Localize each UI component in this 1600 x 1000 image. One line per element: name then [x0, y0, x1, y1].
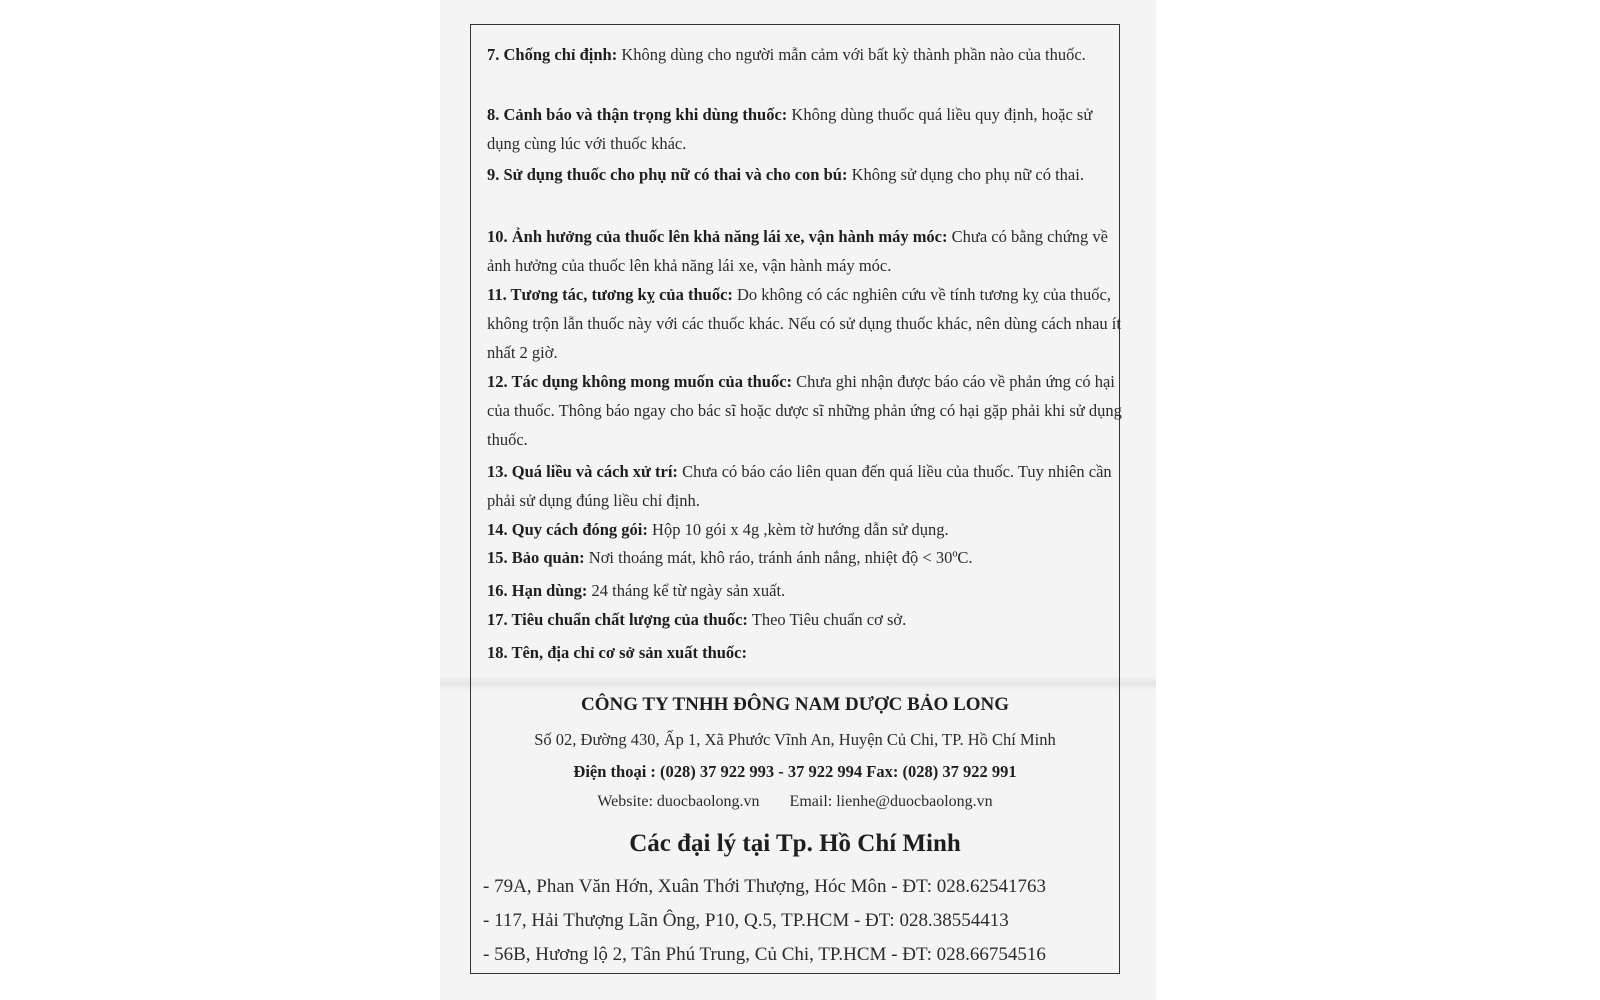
company-website: Website: duocbaolong.vn — [597, 793, 760, 810]
section-expiry: 16. Hạn dùng: 24 tháng kể từ ngày sản xuất. — [487, 581, 786, 600]
section-overdose: 13. Quá liều và cách xử trí: Chưa có báo cáo liên quan đến quá liều của thuốc. Tuy nhiên cần phải sử dụng đúng liều chỉ định. — [487, 462, 1112, 510]
company-contact — [470, 793, 1120, 811]
section-side-effects: 12. Tác dụng không mong muốn của thuốc: Chưa ghi nhận được báo cáo về phản ứng có hại của thuốc. Thông báo ngay cho bác sĩ hoặc dược sĩ những phản ứng có hại gặp phải khi sử dụng thuốc. — [487, 372, 1122, 449]
section-packaging: 14. Quy cách đóng gói: Hộp 10 gói x 4g ,kèm tờ hướng dẫn sử dụng. — [487, 520, 949, 539]
agent-item: - 56B, Hương lộ 2, Tân Phú Trung, Củ Chi, TP.HCM - ĐT: 028.66754516 — [483, 944, 1046, 965]
agents-list — [483, 870, 1046, 972]
section-contraindications: 7. Chống chỉ định: Không dùng cho người mẫn cảm với bất kỳ thành phần nào của thuốc. — [487, 45, 1086, 64]
section-pregnancy: 9. Sử dụng thuốc cho phụ nữ có thai và cho con bú: Không sử dụng cho phụ nữ có thai. — [487, 165, 1084, 184]
section-storage: 15. Bảo quản: Nơi thoáng mát, khô ráo, tránh ánh nắng, nhiệt độ < 30ºC. — [487, 548, 973, 567]
company-email: Email: lienhe@duocbaolong.vn — [789, 793, 993, 810]
agent-item: - 79A, Phan Văn Hớn, Xuân Thới Thượng, Hóc Môn - ĐT: 028.62541763 — [483, 876, 1047, 897]
company-address: Số 02, Đường 430, Ấp 1, Xã Phước Vĩnh An, Huyện Củ Chi, TP. Hồ Chí Minh — [534, 730, 1056, 749]
section-quality-standard: 17. Tiêu chuẩn chất lượng của thuốc: Theo Tiêu chuẩn cơ sở. — [487, 610, 907, 629]
agent-item: - 117, Hải Thượng Lãn Ông, P10, Q.5, TP.HCM - ĐT: 028.38554413 — [483, 910, 1009, 931]
company-name: CÔNG TY TNHH ĐÔNG NAM DƯỢC BẢO LONG — [580, 694, 1010, 715]
section-manufacturer: 18. Tên, địa chỉ cơ sở sản xuất thuốc: — [487, 643, 748, 662]
section-interactions: 11. Tương tác, tương kỵ của thuốc: Do không có các nghiên cứu về tính tương kỵ của thuốc, không trộn lẫn thuốc này với các thuốc khác. Nếu có sử dụng thuốc khác, nên dùng cách nhau ít nhất 2 giờ. — [487, 285, 1121, 362]
company-phone: Điện thoại : (028) 37 922 993 - 37 922 994 Fax: (028) 37 922 991 — [573, 762, 1017, 781]
agents-title: Các đại lý tại Tp. Hồ Chí Minh — [629, 830, 961, 857]
section-driving: 10. Ảnh hưởng của thuốc lên khả năng lái xe, vận hành máy móc: Chưa có bằng chứng về ảnh hưởng của thuốc lên khả năng lái xe, vận hành máy móc. — [487, 227, 1108, 275]
section-warnings: 8. Cảnh báo và thận trọng khi dùng thuốc: Không dùng thuốc quá liều quy định, hoặc sử dụng cùng lúc với thuốc khác. — [487, 105, 1093, 153]
